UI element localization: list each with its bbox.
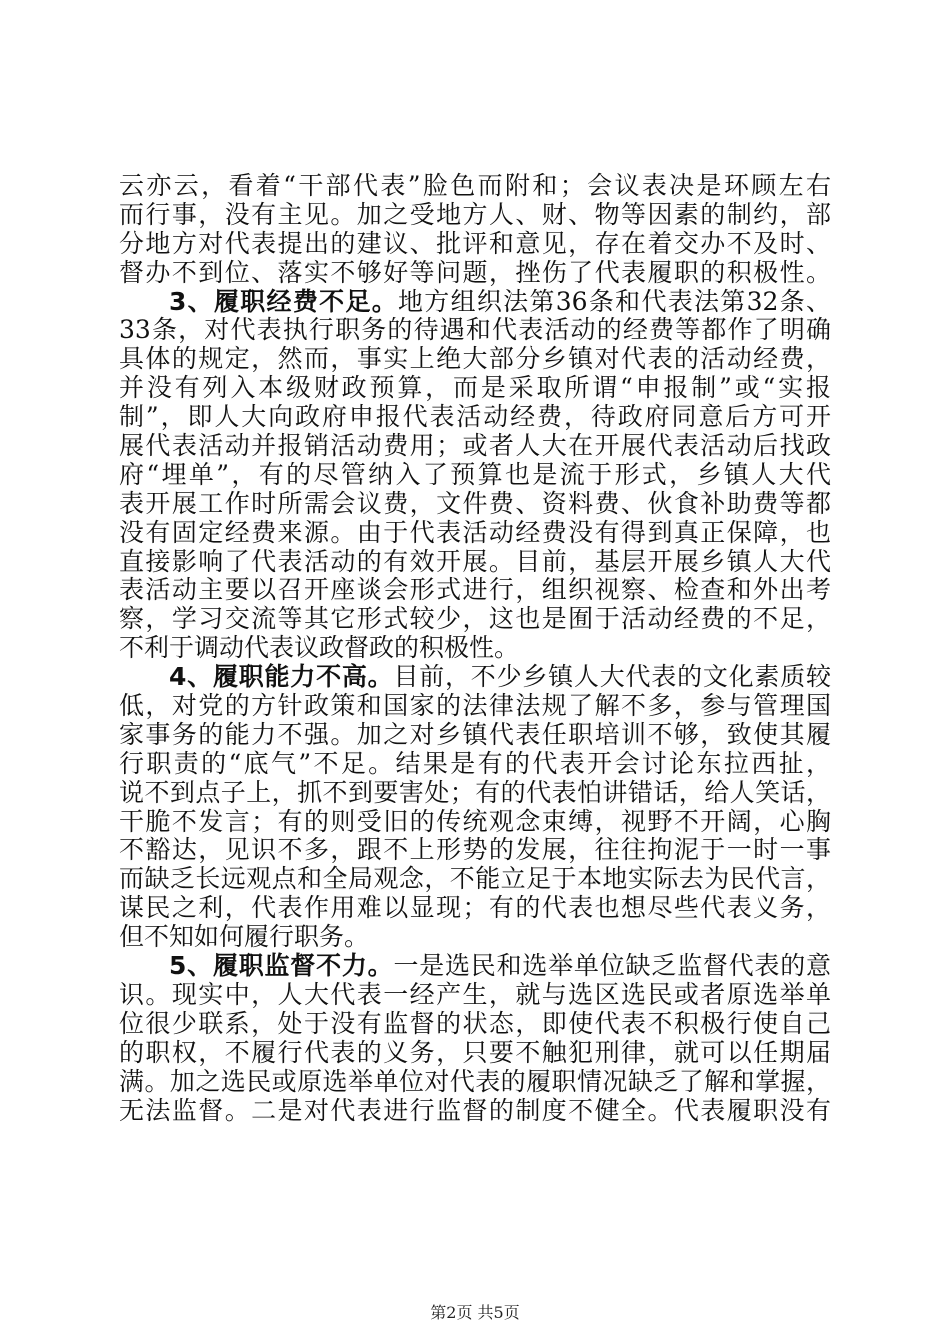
text-line: 说不到点子上，抓不到要害处；有的代表怕讲错话，给人笑话， — [119, 777, 831, 807]
text-line: 分地方对代表提出的建议、批评和意见，存在着交办不及时、 — [119, 228, 831, 258]
paragraph-first-line — [119, 952, 831, 981]
text-line: 察，学习交流等其它形式较少，这也是囿于活动经费的不足， — [119, 604, 831, 634]
text-line: 表开展工作时所需会议费，文件费、资料费、伙食补助费等都 — [119, 488, 831, 518]
text-line: 家事务的能力不强。加之对乡镇代表任职培训不够，致使其履 — [119, 719, 831, 749]
text-line: 干脆不发言；有的则受旧的传统观念束缚，视野不开阔，心胸 — [119, 806, 831, 836]
section-heading: 5、履职监督不力。 — [169, 951, 394, 981]
text-line: 而行事，没有主见。加之受地方人、财、物等因素的制约，部 — [119, 199, 831, 229]
paragraph-first-line — [119, 288, 831, 317]
text-line: 不豁达，见识不多，跟不上形势的发展，往往拘泥于一时一事 — [119, 835, 831, 865]
text-line: 表活动主要以召开座谈会形式进行，组织视察、检查和外出考 — [119, 575, 831, 605]
paragraph-first-line — [119, 663, 831, 692]
section-heading: 4、履职能力不高。 — [169, 662, 394, 692]
text-line: 具体的规定，然而，事实上绝大部分乡镇对代表的活动经费， — [119, 344, 831, 374]
text-line: 不利于调动代表议政督政的积极性。 — [119, 633, 520, 663]
text-line: 没有固定经费来源。由于代表活动经费没有得到真正保障，也 — [119, 517, 831, 547]
page-footer — [0, 1300, 950, 1323]
section-heading: 3、履职经费不足。 — [169, 286, 399, 316]
text-line: 识。现实中，人大代表一经产生，就与选区选民或者原选举单 — [119, 979, 831, 1009]
paragraph-text: 目前，不少乡镇人大代表的文化素质较 — [393, 662, 831, 692]
text-line: 但不知如何履行职务。 — [119, 922, 370, 952]
text-line: 低，对党的方针政策和国家的法律法规了解不多，参与管理国 — [119, 691, 831, 721]
text-line: 满。加之选民或原选举单位对代表的履职情况缺乏了解和掌握， — [119, 1066, 831, 1096]
text-line: 府“埋单”，有的尽管纳入了预算也是流于形式，乡镇人大代 — [119, 459, 831, 489]
text-line: 直接影响了代表活动的有效开展。目前，基层开展乡镇人大代 — [119, 546, 831, 576]
text-line: 谋民之利，代表作用难以显现；有的代表也想尽些代表义务， — [119, 893, 831, 923]
text-line: 并没有列入本级财政预算，而是采取所谓“申报制”或“实报 — [119, 373, 831, 403]
text-line: 云亦云，看着“干部代表”脸色而附和；会议表决是环顾左右 — [119, 171, 831, 200]
text-line: 制”，即人大向政府申报代表活动经费，待政府同意后方可开 — [119, 402, 831, 432]
text-line: 而缺乏长远观点和全局观念，不能立足于本地实际去为民代言， — [119, 864, 831, 894]
text-line: 的职权，不履行代表的义务，只要不触犯刑律，就可以任期届 — [119, 1037, 831, 1067]
text-line: 行职责的“底气”不足。结果是有的代表开会讨论东拉西扯， — [119, 748, 831, 778]
paragraph-text: 地方组织法第36条和代表法第32条、 — [398, 286, 831, 316]
text-line: 督办不到位、落实不够好等问题，挫伤了代表履职的积极性。 — [119, 257, 831, 287]
page-number: 第2页 共5页 — [430, 1303, 520, 1322]
text-line: 无法监督。二是对代表进行监督的制度不健全。代表履职没有 — [119, 1095, 831, 1125]
text-line: 33条，对代表执行职务的待遇和代表活动的经费等都作了明确 — [119, 315, 831, 345]
text-line: 位很少联系，处于没有监督的状态，即使代表不积极行使自己 — [119, 1008, 831, 1038]
document-body — [119, 172, 831, 1125]
paragraph-text: 一是选民和选举单位缺乏监督代表的意 — [393, 951, 831, 981]
text-line: 展代表活动并报销活动费用；或者人大在开展代表活动后找政 — [119, 431, 831, 461]
